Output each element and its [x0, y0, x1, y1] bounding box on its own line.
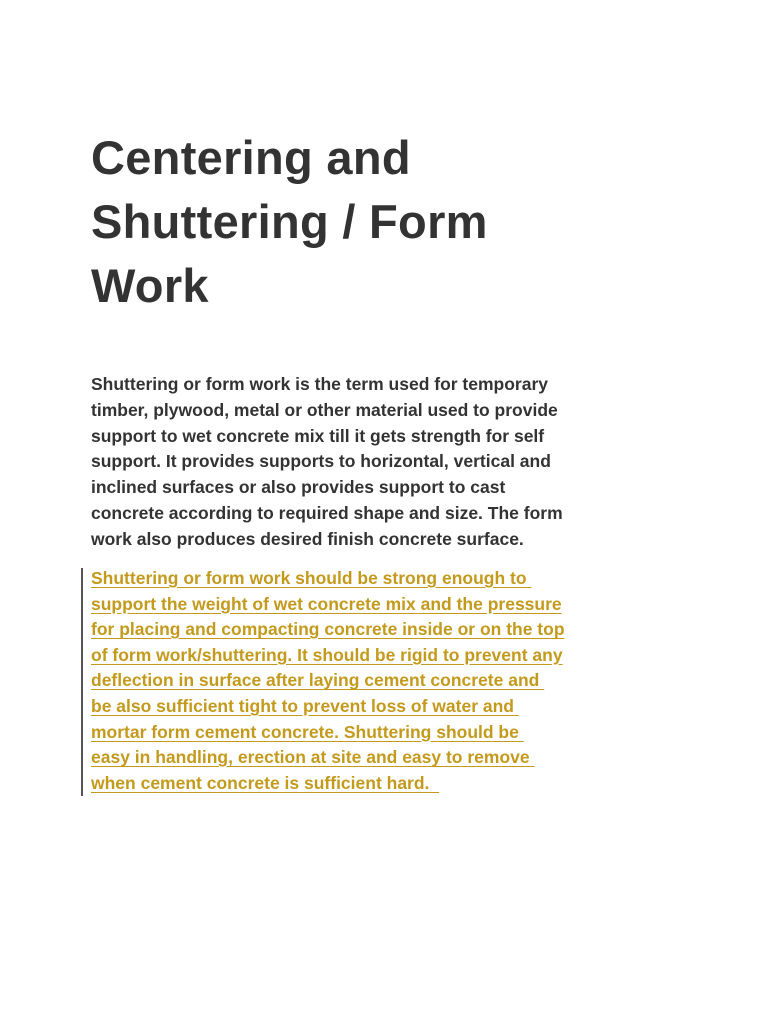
quote-link-line[interactable]: Shuttering or form work should be strong enough to — [91, 568, 532, 588]
intro-line: inclined surfaces or also provides support to cast — [91, 477, 506, 498]
intro-line: concrete according to required shape and size. The form — [91, 502, 563, 523]
intro-line: support to wet concrete mix till it gets strength for self — [91, 425, 545, 446]
title-line: Centering and — [91, 131, 411, 184]
quote-link-line[interactable]: deflection in surface after laying cement concrete and — [91, 670, 545, 691]
linked-blockquote[interactable] — [91, 566, 691, 796]
title-line: Shuttering / Form — [91, 195, 488, 248]
quote-link-line[interactable]: support the weight of wet concrete mix and the pressure — [91, 593, 562, 614]
quote-link-line[interactable]: easy in handling, erection at site and easy to remove — [91, 747, 535, 768]
quote-link-line[interactable]: mortar form cement concrete. Shuttering should be — [91, 721, 524, 742]
quote-link-line[interactable]: of form work/shuttering. It should be rigid to prevent any — [91, 644, 563, 665]
page-title — [91, 126, 691, 318]
intro-line: Shuttering or form work is the term used for temporary — [91, 374, 549, 394]
intro-line: work also produces desired finish concrete surface. — [91, 528, 524, 549]
quote-link-line[interactable]: be also sufficient tight to prevent loss of water and — [91, 695, 519, 716]
intro-paragraph — [91, 372, 691, 553]
blockquote-bar — [81, 568, 83, 796]
title-line: Work — [91, 259, 209, 312]
quote-link-line[interactable]: when cement concrete is sufficient hard. — [91, 772, 440, 793]
intro-line: timber, plywood, metal or other material used to provide — [91, 399, 558, 420]
intro-line: support. It provides supports to horizontal, vertical and — [91, 451, 551, 472]
quote-link-line[interactable]: for placing and compacting concrete inside or on the top — [91, 619, 565, 640]
